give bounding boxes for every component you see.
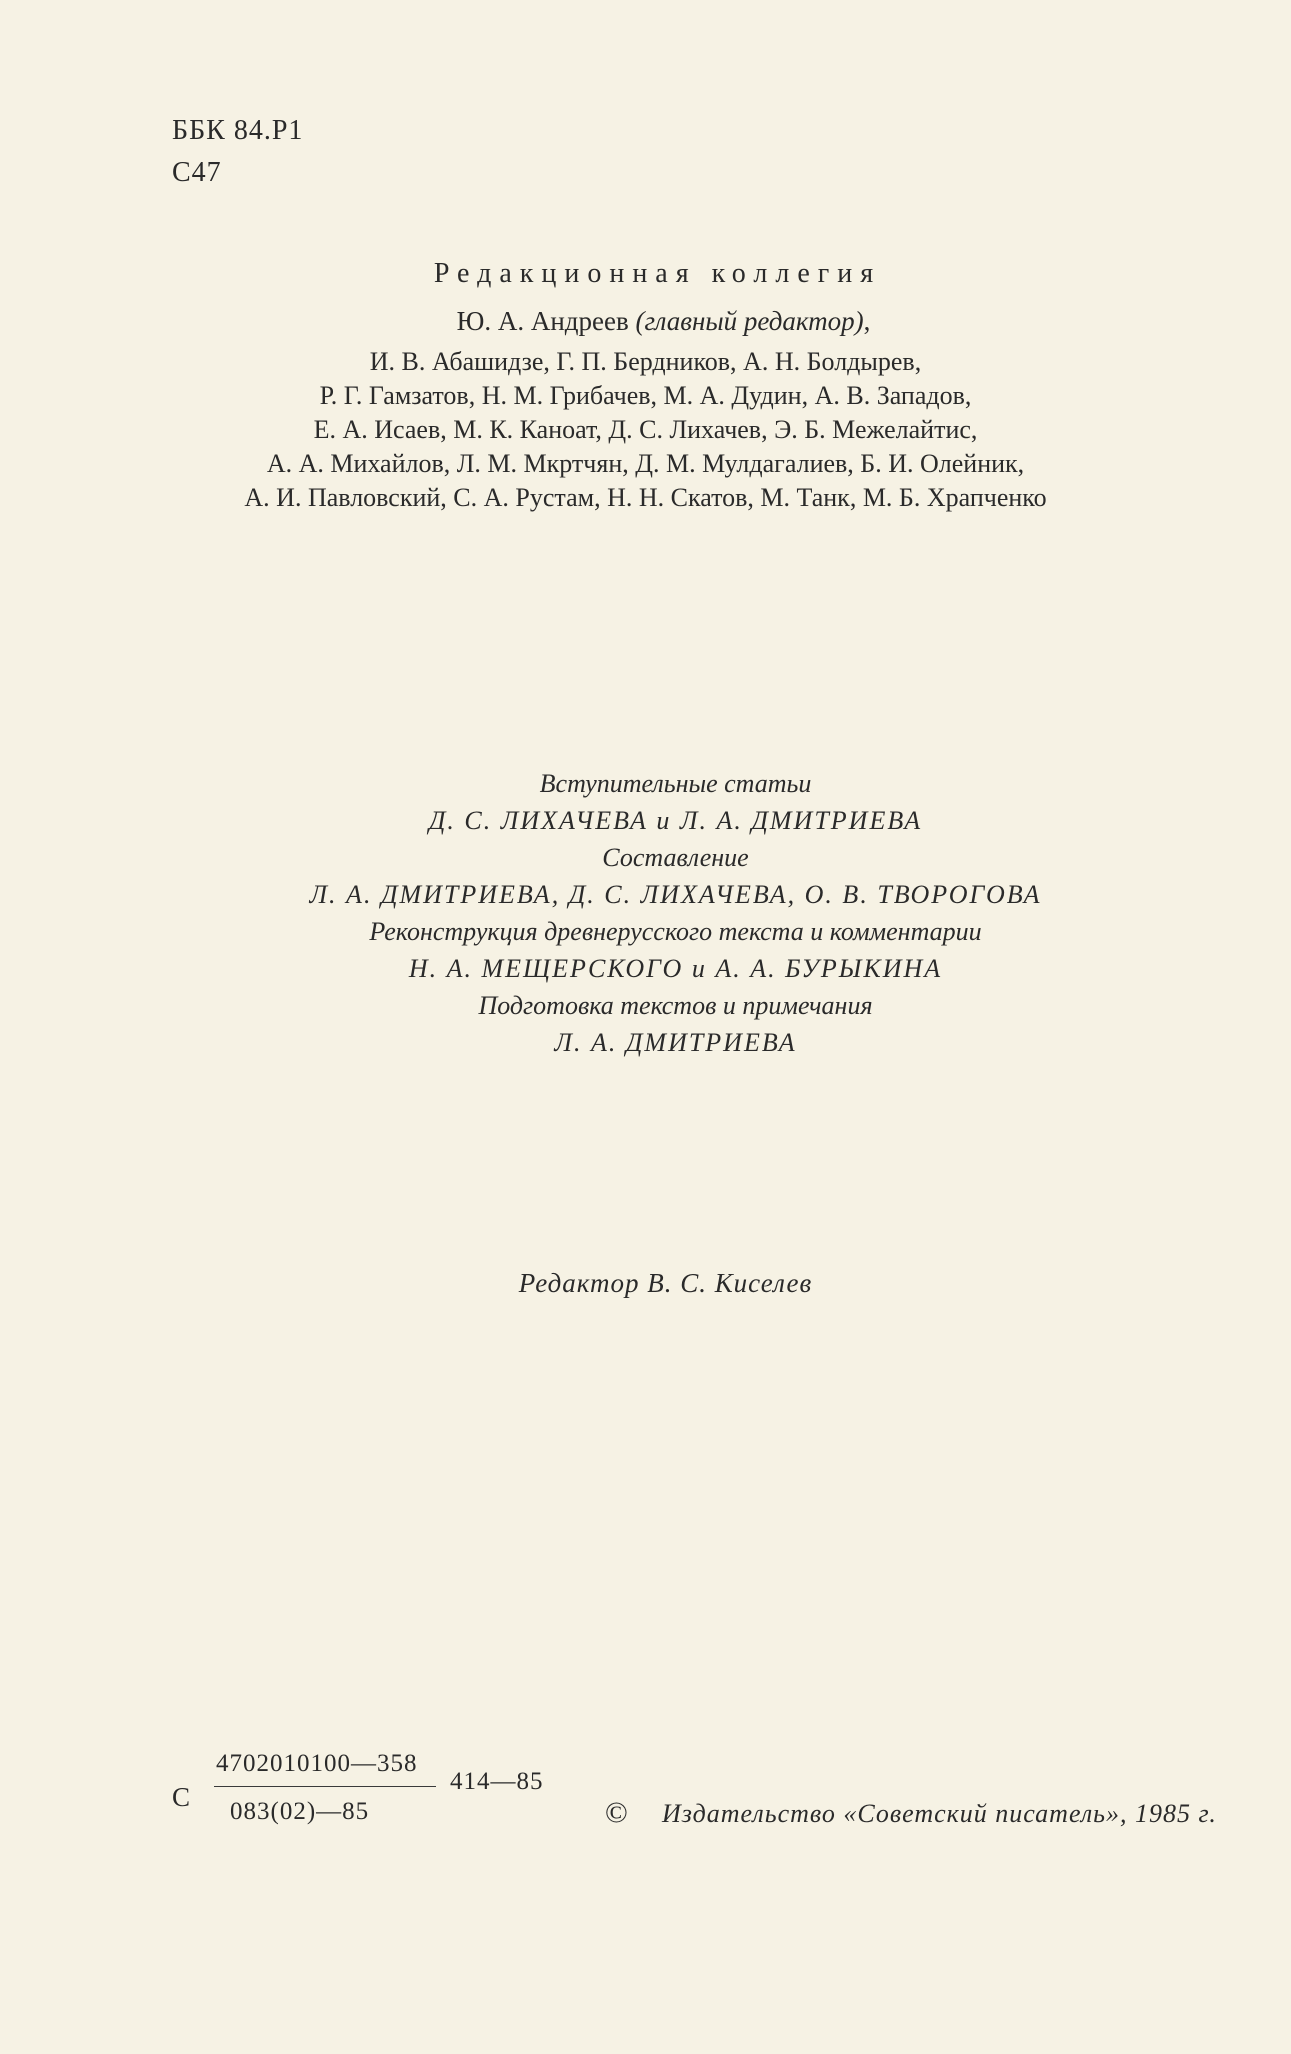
index-denominator: 083(02)—85 — [230, 1798, 370, 1825]
copyright-icon: © — [605, 1796, 628, 1829]
credits-block — [0, 765, 1291, 1061]
index-letter: С — [172, 1782, 191, 1812]
chief-editor-name: Ю. А. Андреев — [456, 306, 629, 336]
preparation-label: Подготовка текстов и примечания — [478, 991, 873, 1020]
members-line: И. В. Абашидзе, Г. П. Бердников, А. Н. Болдырев, — [369, 347, 922, 376]
editor-credit: Редактор В. С. Киселев — [518, 1268, 813, 1298]
compiled-names: Л. А. ДМИТРИЕВА, Д. С. ЛИХАЧЕВА, О. В. ТВОРОГОВА — [309, 880, 1042, 909]
reconstruction-label: Реконструкция древнерусского текста и комментарии — [369, 917, 982, 946]
bbk-classification — [172, 110, 303, 194]
chief-editor-suffix: , — [863, 306, 871, 336]
intro-names: Д. С. ЛИХАЧЕВА и Л. А. ДМИТРИЕВА — [428, 806, 923, 835]
chief-editor-line — [0, 306, 1291, 337]
reconstruction-names: Н. А. МЕЩЕРСКОГО и А. А. БУРЫКИНА — [408, 954, 943, 983]
copyright-text: Издательство «Советский писатель», 1985 г. — [662, 1799, 1217, 1828]
members-line: А. А. Михайлов, Л. М. Мкртчян, Д. М. Мулдагалиев, Б. И. Олейник, — [266, 449, 1025, 478]
preparation-names: Л. А. ДМИТРИЕВА — [554, 1028, 797, 1057]
index-order-number: 414—85 — [450, 1768, 544, 1795]
editorial-board-heading: Редакционная коллегия — [433, 258, 882, 289]
members-line: Е. А. Исаев, М. К. Каноат, Д. С. Лихачев, Э. Б. Межелайтис, — [313, 415, 978, 444]
members-line: Р. Г. Гамзатов, Н. М. Грибачев, М. А. Дудин, А. В. Западов, — [319, 381, 972, 410]
author-mark: С47 — [172, 157, 222, 188]
editorial-board-members — [0, 345, 1291, 515]
index-numerator: 4702010100—358 — [216, 1750, 418, 1777]
bbk-code: ББК 84.Р1 — [172, 115, 304, 146]
compiled-label: Составление — [602, 843, 749, 872]
intro-label: Вступительные статьи — [539, 769, 812, 798]
index-fraction-line — [214, 1786, 436, 1787]
members-line: А. И. Павловский, С. А. Рустам, Н. Н. Скатов, М. Танк, М. Б. Храпченко — [244, 483, 1047, 512]
chief-editor-role: (главный редактор) — [635, 306, 864, 336]
